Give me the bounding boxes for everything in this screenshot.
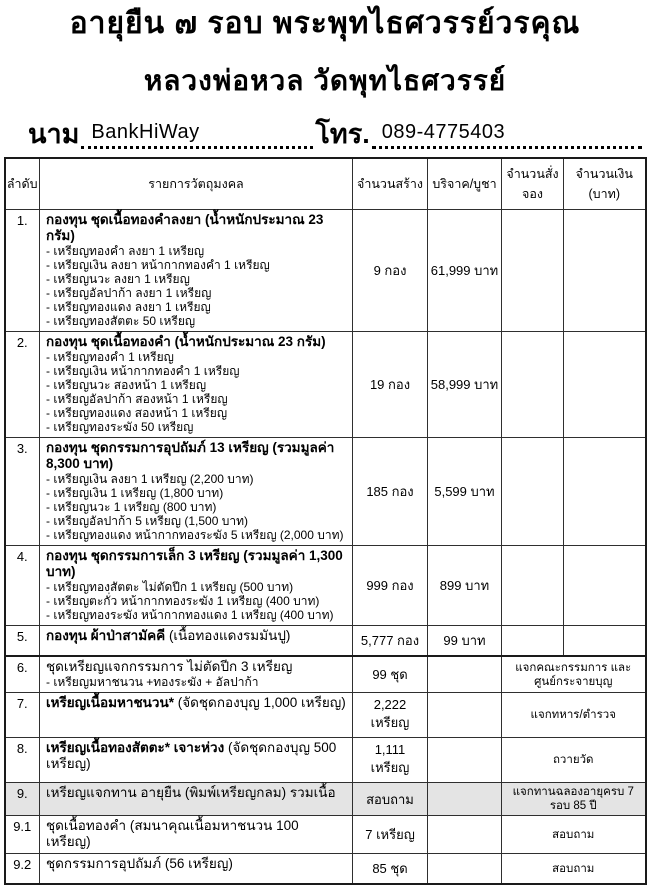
col-header-quantity-made: จำนวนสร้าง	[353, 158, 428, 210]
row-quantity-made: 185 กอง	[353, 438, 428, 546]
row-amount-baht	[564, 210, 646, 332]
item-line: - เหรียญทองแดง หน้ากากทองระฆัง 5 เหรียญ (2,000 บาท)	[46, 528, 344, 542]
col-header-order-quantity: จำนวนสั่งจอง	[502, 158, 564, 210]
row-description	[40, 854, 353, 885]
row-amount-baht	[564, 546, 646, 626]
row-description	[40, 656, 353, 693]
amulet-order-table	[4, 157, 647, 885]
row-description	[40, 210, 353, 332]
row-description	[40, 626, 353, 657]
item-title-rest: เหรียญแจกทาน อายุยืน (พิมพ์เหรียญกลม) รวมเนื้อ	[46, 785, 336, 800]
col-header-item: รายการวัตถุมงคล	[40, 158, 353, 210]
item-title-bold: กองทุน ชุดกรรมการเล็ก 3 เหรียญ (รวมมูลค่า 1,300 บาท)	[46, 548, 343, 579]
table-row	[5, 738, 646, 783]
col-header-index: ลำดับ	[5, 158, 40, 210]
item-title-rest: (จัดชุดกองบุญ 500 เหรียญ)	[46, 740, 337, 771]
item-line: - เหรียญมหาชนวน +ทองระฆัง + อัลปาก้า	[46, 675, 259, 689]
row-note: แจกคณะกรรมการ และศูนย์กระจายบุญ	[502, 656, 646, 693]
row-number: 1.	[5, 210, 40, 332]
item-line: - เหรียญทองระฆัง หน้ากากทองแดง 1 เหรียญ (400 บาท)	[46, 608, 334, 622]
row-number: 9.	[5, 783, 40, 816]
row-note: แจกทานฉลองอายุครบ 7 รอบ 85 ปี	[502, 783, 646, 816]
item-line: - เหรียญทองสัตตะ 50 เหรียญ	[46, 314, 196, 328]
item-title	[46, 818, 346, 850]
row-number: 3.	[5, 438, 40, 546]
row-order-quantity	[502, 438, 564, 546]
name-blank-field	[81, 114, 313, 149]
item-line: - เหรียญนวะ สองหน้า 1 เหรียญ	[46, 378, 207, 392]
item-line: - เหรียญอัลปาก้า ลงยา 1 เหรียญ	[46, 286, 212, 300]
row-quantity-made: 19 กอง	[353, 332, 428, 438]
table-row	[5, 693, 646, 738]
item-line: - เหรียญทองแดง สองหน้า 1 เหรียญ	[46, 406, 228, 420]
name-label: นาม	[28, 119, 80, 149]
item-line: - เหรียญทองระฆัง 50 เหรียญ	[46, 420, 194, 434]
item-line: - เหรียญอัลปาก้า 5 เหรียญ (1,500 บาท)	[46, 514, 248, 528]
name-value: BankHiWay	[91, 121, 200, 143]
row-number: 8.	[5, 738, 40, 783]
row-donation-price	[428, 738, 502, 783]
row-donation-price	[428, 816, 502, 854]
item-title-rest: ชุดเนื้อทองคำ (สมนาคุณเนื้อมหาชนวน 100 เหรียญ)	[46, 818, 299, 849]
item-title-bold: เหรียญเนื้อทองสัตตะ* เจาะห่วง	[46, 740, 225, 755]
item-line: - เหรียญทองคำ ลงยา 1 เหรียญ	[46, 244, 205, 258]
table-row	[5, 210, 646, 332]
row-quantity-made: 7 เหรียญ	[353, 816, 428, 854]
item-line: - เหรียญเงิน 1 เหรียญ (1,800 บาท)	[46, 486, 224, 500]
row-quantity-made: 99 ชุด	[353, 656, 428, 693]
row-description	[40, 783, 353, 816]
item-title	[46, 659, 346, 675]
item-title-bold: เหรียญเนื้อมหาชนวน*	[46, 695, 174, 710]
row-order-quantity	[502, 626, 564, 657]
row-note: สอบถาม	[502, 816, 646, 854]
row-number: 6.	[5, 656, 40, 693]
row-note: ถวายวัด	[502, 738, 646, 783]
page-subtitle: หลวงพ่อหวล วัดพุทไธศวรรย์	[143, 65, 507, 96]
item-line: - เหรียญอัลปาก้า สองหน้า 1 เหรียญ	[46, 392, 228, 406]
col-header-amount-baht: จำนวนเงิน (บาท)	[564, 158, 646, 210]
row-description	[40, 738, 353, 783]
item-title-bold: กองทุน ชุดเนื้อทองคำ (น้ำหนักประมาณ 23 กรัม)	[46, 334, 326, 349]
row-description	[40, 332, 353, 438]
row-quantity-made: 999 กอง	[353, 546, 428, 626]
row-quantity-made: 9 กอง	[353, 210, 428, 332]
item-line: - เหรียญทองสัตตะ ไม่ตัดปีก 1 เหรียญ (500 บาท)	[46, 580, 294, 594]
item-title	[46, 440, 346, 472]
row-description	[40, 546, 353, 626]
row-number: 9.1	[5, 816, 40, 854]
item-title-rest: (เนื้อทองแดงรมมันปู)	[165, 628, 291, 643]
table-row	[5, 656, 646, 693]
row-description	[40, 693, 353, 738]
row-number: 2.	[5, 332, 40, 438]
item-title-rest: ชุดเหรียญแจกกรรมการ ไม่ตัดปีก 3 เหรียญ	[46, 659, 293, 674]
table-body	[5, 210, 646, 885]
row-note: สอบถาม	[502, 854, 646, 885]
row-number: 9.2	[5, 854, 40, 885]
item-title-rest: ชุดกรรมการอุปถัมภ์ (56 เหรียญ)	[46, 856, 233, 871]
item-title	[46, 785, 346, 801]
item-title-bold: กองทุน ผ้าป่าสามัคคี	[46, 628, 166, 643]
row-donation-price: 58,999 บาท	[428, 332, 502, 438]
name-phone-line	[26, 114, 642, 149]
item-line: - เหรียญเงิน หน้ากากทองคำ 1 เหรียญ	[46, 364, 240, 378]
item-title-rest: (จัดชุดกองบุญ 1,000 เหรียญ)	[173, 695, 346, 710]
row-quantity-made: 85 ชุด	[353, 854, 428, 885]
item-line: - เหรียญนวะ ลงยา 1 เหรียญ	[46, 272, 190, 286]
item-title	[46, 695, 346, 711]
table-row	[5, 816, 646, 854]
item-line: - เหรียญนวะ 1 เหรียญ (800 บาท)	[46, 500, 217, 514]
table-header-row	[5, 158, 646, 210]
item-title-bold: กองทุน ชุดกรรมการอุปถัมภ์ 13 เหรียญ (รวมมูลค่า 8,300 บาท)	[46, 440, 335, 471]
row-number: 5.	[5, 626, 40, 657]
row-donation-price	[428, 854, 502, 885]
table-row	[5, 854, 646, 885]
phone-label: โทร.	[315, 119, 370, 149]
item-line: - เหรียญทองแดง ลงยา 1 เหรียญ	[46, 300, 211, 314]
item-title	[46, 856, 346, 872]
item-title-bold: กองทุน ชุดเนื้อทองคำลงยา (น้ำหนักประมาณ 23 กรัม)	[46, 212, 324, 243]
item-line: - เหรียญเงิน ลงยา หน้ากากทองคำ 1 เหรียญ	[46, 258, 270, 272]
table-row	[5, 438, 646, 546]
row-order-quantity	[502, 210, 564, 332]
row-quantity-made: 2,222 เหรียญ	[353, 693, 428, 738]
row-quantity-made: สอบถาม	[353, 783, 428, 816]
item-line: - เหรียญทองคำ 1 เหรียญ	[46, 350, 174, 364]
row-donation-price: 99 บาท	[428, 626, 502, 657]
row-amount-baht	[564, 626, 646, 657]
row-order-quantity	[502, 546, 564, 626]
table-row	[5, 546, 646, 626]
row-number: 4.	[5, 546, 40, 626]
item-title	[46, 628, 346, 644]
row-donation-price	[428, 783, 502, 816]
item-title	[46, 334, 346, 350]
item-title	[46, 740, 346, 772]
row-donation-price	[428, 656, 502, 693]
item-line: - เหรียญตะกั่ว หน้ากากทองระฆัง 1 เหรียญ (400 บาท)	[46, 594, 320, 608]
row-quantity-made: 1,111 เหรียญ	[353, 738, 428, 783]
phone-blank-field	[372, 114, 642, 149]
row-number: 7.	[5, 693, 40, 738]
row-quantity-made: 5,777 กอง	[353, 626, 428, 657]
table-row	[5, 783, 646, 816]
table-header	[5, 158, 646, 210]
row-donation-price: 899 บาท	[428, 546, 502, 626]
table-row	[5, 332, 646, 438]
row-description	[40, 438, 353, 546]
row-amount-baht	[564, 332, 646, 438]
row-donation-price: 61,999 บาท	[428, 210, 502, 332]
item-line: - เหรียญเงิน ลงยา 1 เหรียญ (2,200 บาท)	[46, 472, 254, 486]
phone-value: 089-4775403	[381, 121, 506, 143]
row-description	[40, 816, 353, 854]
row-note: แจกทหาร/ตำรวจ	[502, 693, 646, 738]
page-title: อายุยืน ๗ รอบ พระพุทไธศวรรย์วรคุณ	[69, 7, 581, 40]
item-title	[46, 212, 346, 244]
col-header-donation-price: บริจาค/บูชา	[428, 158, 502, 210]
row-order-quantity	[502, 332, 564, 438]
item-title	[46, 548, 346, 580]
table-row	[5, 626, 646, 657]
row-donation-price	[428, 693, 502, 738]
row-amount-baht	[564, 438, 646, 546]
row-donation-price: 5,599 บาท	[428, 438, 502, 546]
